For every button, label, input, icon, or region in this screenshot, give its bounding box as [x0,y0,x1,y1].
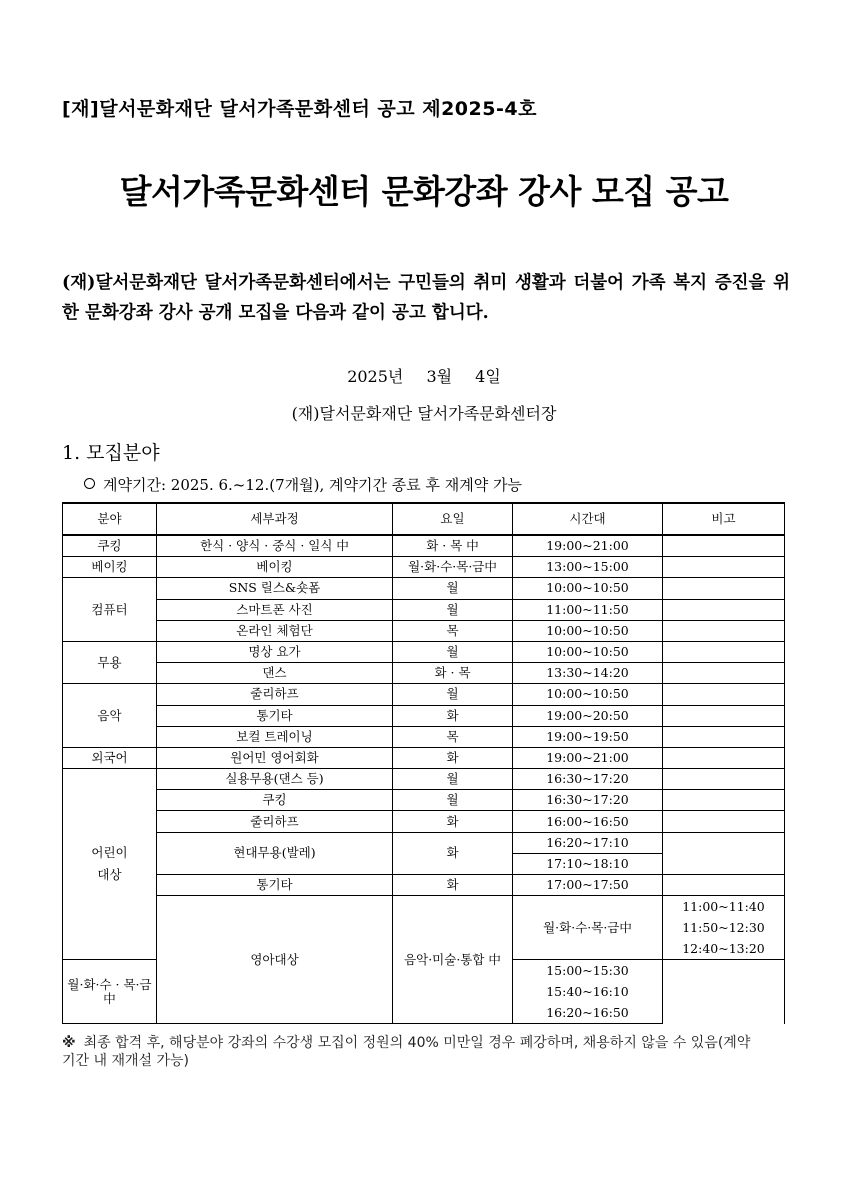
note-cell [663,663,785,684]
table-row [63,599,785,620]
time-slot: 16:20~16:50 [546,1005,629,1021]
field-cell: 외국어 [63,747,157,768]
contract-text: 계약기간: 2025. 6.~12.(7개월), 계약기간 종료 후 재계약 가능 [103,476,522,494]
section-heading: 1. 모집분야 [62,442,160,464]
course-cell: SNS 릴스&숏폼 [157,578,393,599]
time-cell: 19:00~21:00 [513,747,663,768]
page-title: 달서가족문화센터 문화강좌 강사 모집 공고 [119,172,729,211]
day-cell: 월 [393,790,513,811]
course-cell: 스마트폰 사진 [157,599,393,620]
note-cell [663,578,785,599]
course-cell: 현대무용(발레) [157,832,393,874]
time-slot: 15:40~16:10 [546,984,629,1000]
note-cell [663,790,785,811]
table-row [63,705,785,726]
day-cell: 화 · 목 中 [393,535,513,557]
time-cell: 16:20~17:10 [513,832,663,853]
time-cell [663,896,785,960]
course-cell: 통기타 [157,705,393,726]
time-cell: 17:00~17:50 [513,875,663,896]
time-cell: 10:00~10:50 [513,641,663,662]
footnote [62,1034,762,1070]
time-cell: 19:00~19:50 [513,726,663,747]
course-cell: 보컬 트레이닝 [157,726,393,747]
course-cell: 줄리하프 [157,811,393,832]
time-cell: 16:30~17:20 [513,790,663,811]
note-cell [663,769,785,790]
day-cell: 월 [393,684,513,705]
course-cell: 통기타 [157,875,393,896]
note-cell [663,832,785,874]
header-note: 비고 [663,503,785,535]
course-cell: 원어민 영어회화 [157,747,393,768]
table-row [63,620,785,641]
notice-number: [재]달서문화재단 달서가족문화센터 공고 제2025-4호 [62,98,537,120]
field-cell: 음악 [63,684,157,748]
note-cell [663,684,785,705]
note-cell [663,535,785,557]
day-cell: 화 [393,705,513,726]
course-cell: 쿠킹 [157,790,393,811]
day-cell: 화 [393,875,513,896]
time-cell: 10:00~10:50 [513,620,663,641]
table-row [63,811,785,832]
contract-info [84,474,522,495]
field-cell: 영아대상 [157,896,393,1024]
day-cell: 화 · 목 [393,663,513,684]
day-cell: 월 [393,769,513,790]
time-slot: 12:40~13:20 [682,941,765,957]
time-cell: 19:00~21:00 [513,535,663,557]
note-cell [663,641,785,662]
time-cell: 11:00~11:50 [513,599,663,620]
field-cell: 무용 [63,641,157,683]
time-slot: 11:50~12:30 [682,920,765,936]
day-cell: 목 [393,620,513,641]
time-cell: 13:00~15:00 [513,557,663,578]
time-cell [513,960,663,1024]
course-cell: 음악·미술·통합 中 [393,896,513,1024]
time-cell: 16:30~17:20 [513,769,663,790]
field-cell: 베이킹 [63,557,157,578]
table-row [63,790,785,811]
table-row [63,663,785,684]
day-cell: 월 [393,641,513,662]
day-cell: 월 [393,599,513,620]
table-row [63,535,785,557]
course-cell: 줄리하프 [157,684,393,705]
header-field: 분야 [63,503,157,535]
day-cell: 월·화·수·목·금中 [513,896,663,960]
note-cell [663,620,785,641]
field-cell: 컴퓨터 [63,578,157,642]
schedule-table [62,502,785,1024]
time-cell: 17:10~18:10 [513,853,663,874]
table-row [63,684,785,705]
table-header-row [63,503,785,535]
time-cell: 10:00~10:50 [513,684,663,705]
day-cell: 화 [393,811,513,832]
note-cell [663,747,785,768]
day-cell: 화 [393,832,513,874]
day-cell: 월·화·수·목·금中 [393,557,513,578]
footnote-text: 최종 합격 후, 해당분야 강좌의 수강생 모집이 정원의 40% 미만일 경우 폐강하며, 채용하지 않을 수 있음(계약 기간 내 재개설 가능) [62,1035,751,1069]
note-mark: ※ [62,1035,76,1051]
header-course: 세부과정 [157,503,393,535]
field-cell: 쿠킹 [63,535,157,557]
table-row [63,578,785,599]
table-row [63,641,785,662]
notice-date: 2025년 3월 4일 [347,367,501,386]
course-cell: 실용무용(댄스 등) [157,769,393,790]
table-row [63,557,785,578]
note-cell [663,726,785,747]
day-cell: 월·화·수 · 목·금中 [63,960,157,1024]
day-cell: 목 [393,726,513,747]
note-cell [663,599,785,620]
intro-paragraph: (재)달서문화재단 달서가족문화센터에서는 구민들의 취미 생활과 더불어 가족 복지 증진을 위한 문화강좌 강사 공개 모집을 다음과 같이 공고 합니다. [62,273,790,323]
table-row [63,747,785,768]
table-row [63,875,785,896]
note-cell [663,705,785,726]
time-cell: 19:00~20:50 [513,705,663,726]
header-time: 시간대 [513,503,663,535]
day-cell: 월 [393,578,513,599]
table-row [63,832,785,853]
day-cell: 화 [393,747,513,768]
circle-bullet-icon [84,478,95,489]
time-cell: 13:30~14:20 [513,663,663,684]
table-row [63,726,785,747]
course-cell: 온라인 체험단 [157,620,393,641]
course-cell: 댄스 [157,663,393,684]
course-cell: 한식 · 양식 · 중식 · 일식 中 [157,535,393,557]
table-row [63,896,785,960]
field-cell: 어린이 대상 [63,769,157,960]
note-cell [663,557,785,578]
course-cell: 베이킹 [157,557,393,578]
organization-name: (재)달서문화재단 달서가족문화센터장 [291,404,557,423]
time-slot: 11:00~11:40 [682,899,765,915]
time-cell: 10:00~10:50 [513,578,663,599]
note-cell [663,875,785,896]
note-cell [663,811,785,832]
course-cell: 명상 요가 [157,641,393,662]
time-cell: 16:00~16:50 [513,811,663,832]
table-row [63,769,785,790]
time-slot: 15:00~15:30 [546,963,629,979]
header-day: 요일 [393,503,513,535]
